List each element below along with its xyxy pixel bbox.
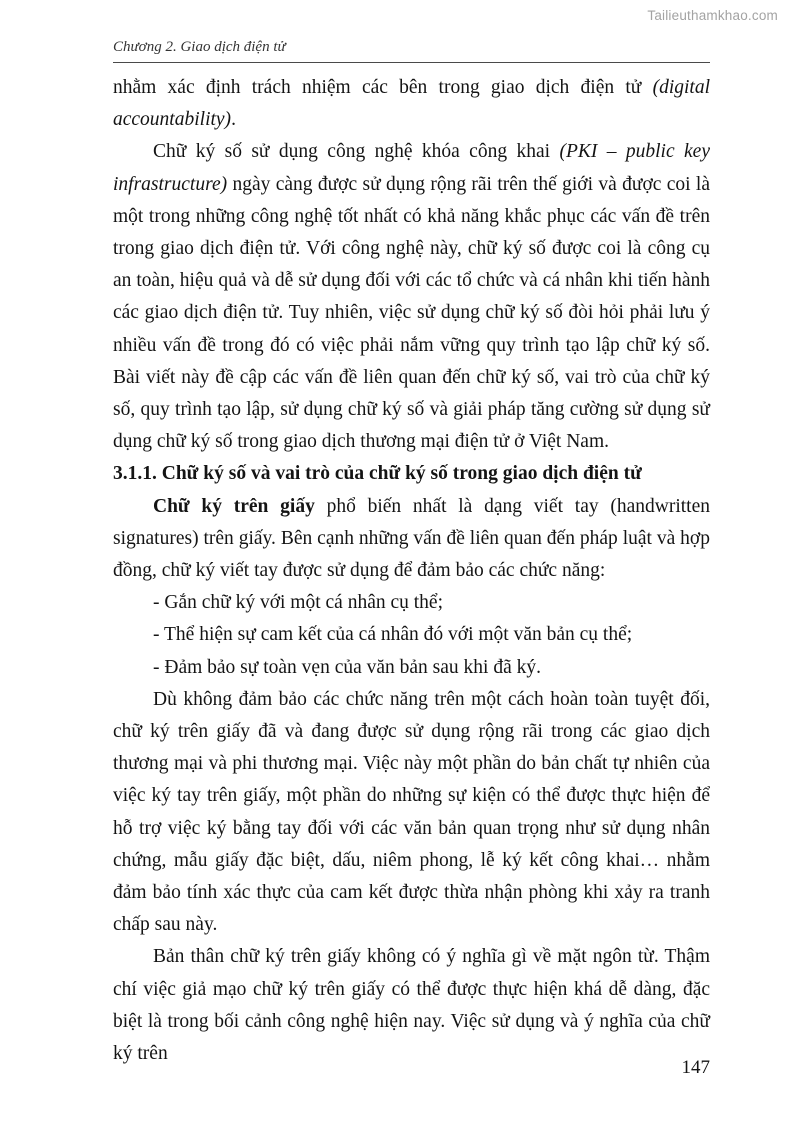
- paragraph-text: phổ biến nhất là dạng viết tay (handwritten signatures) trên giấy. Bên cạnh những vấn đề liên quan đến pháp luật và hợp đồng, chữ ký viết tay được sử dụng để đảm bảo các chức năng:: [113, 495, 710, 582]
- paragraph-text: nhằm xác định trách nhiệm các bên trong giao dịch điện tử: [113, 77, 653, 98]
- page-header: [113, 38, 710, 63]
- italic-text: (PKI – public key infrastructure): [113, 141, 710, 195]
- list-item-3: - Đảm bảo sự toàn vẹn của văn bản sau khi đã ký.: [153, 656, 542, 678]
- list-item-2: - Thể hiện sự cam kết của cá nhân đó với một văn bản cụ thể;: [153, 624, 633, 646]
- page-number: 147: [681, 1057, 710, 1078]
- list-item-1: - Gắn chữ ký với một cá nhân cụ thể;: [153, 592, 444, 614]
- paragraph-2: [113, 136, 710, 458]
- paragraph-3: [113, 491, 710, 588]
- paragraph-4: Dù không đảm bảo các chức năng trên một cách hoàn toàn tuyệt đối, chữ ký trên giấy đã và đang được sử dụng rộng rãi trong các giao dịch thương mại và phi thương mại. Việc này một phần do bản chất tự nhiên của việc ký tay trên giấy, một phần do những sự kiện có thể được thực hiện để hỗ trợ việc ký bằng tay đối với các văn bản quan trọng như sử dụng nhân chứng, mẫu giấy đặc biệt, dấu, niêm phong, lễ ký kết công khai… nhằm đảm bảo tính xác thực của cam kết được thừa nhận phòng khi xảy ra tranh chấp sau này.: [113, 688, 710, 936]
- chapter-title: Chương 2. Giao dịch điện tử: [113, 39, 286, 55]
- paragraph-text: .: [231, 109, 236, 131]
- paragraph-1: [113, 72, 710, 136]
- paragraph-5: Bản thân chữ ký trên giấy không có ý nghĩa gì về mặt ngôn từ. Thậm chí việc giả mạo chữ ký trên giấy có thể được thực hiện khá dễ dàng, đặc biệt là trong bối cảnh công nghệ hiện nay. Việc sử dụng và ý nghĩa của chữ ký trên: [113, 946, 710, 1065]
- paragraph-text: ngày càng được sử dụng rộng rãi trên thế giới và được coi là một trong những công nghệ tốt nhất có khả năng khắc phục các vấn đề trên trong giao dịch điện tử. Với công nghệ này, chữ ký số được coi là công cụ an toàn, hiệu quả và dễ sử dụng đối với các tổ chức và cá nhân khi tiến hành các giao dịch điện tử. Tuy nhiên, việc sử dụng chữ ký số đòi hỏi phải lưu ý nhiều vấn đề trong đó có việc phải nắm vững quy trình tạo lập chữ ký số. Bài viết này đề cập các vấn đề liên quan đến chữ ký số, vai trò của chữ ký số, quy trình tạo lập, sử dụng chữ ký số và giải pháp tăng cường sử dụng sử dụng chữ ký số trong giao dịch thương mại điện tử ở Việt Nam.: [113, 173, 710, 453]
- bold-lead-text: Chữ ký trên giấy: [153, 495, 315, 517]
- document-body: [113, 72, 710, 1070]
- section-heading-3-1-1: 3.1.1. Chữ ký số và vai trò của chữ ký số trong giao dịch điện tử: [113, 463, 642, 485]
- paragraph-text: Chữ ký số sử dụng công nghệ khóa công khai: [153, 141, 560, 163]
- italic-text: (digital accountability): [113, 77, 710, 131]
- watermark: Tailieuthamkhao.com: [647, 8, 778, 23]
